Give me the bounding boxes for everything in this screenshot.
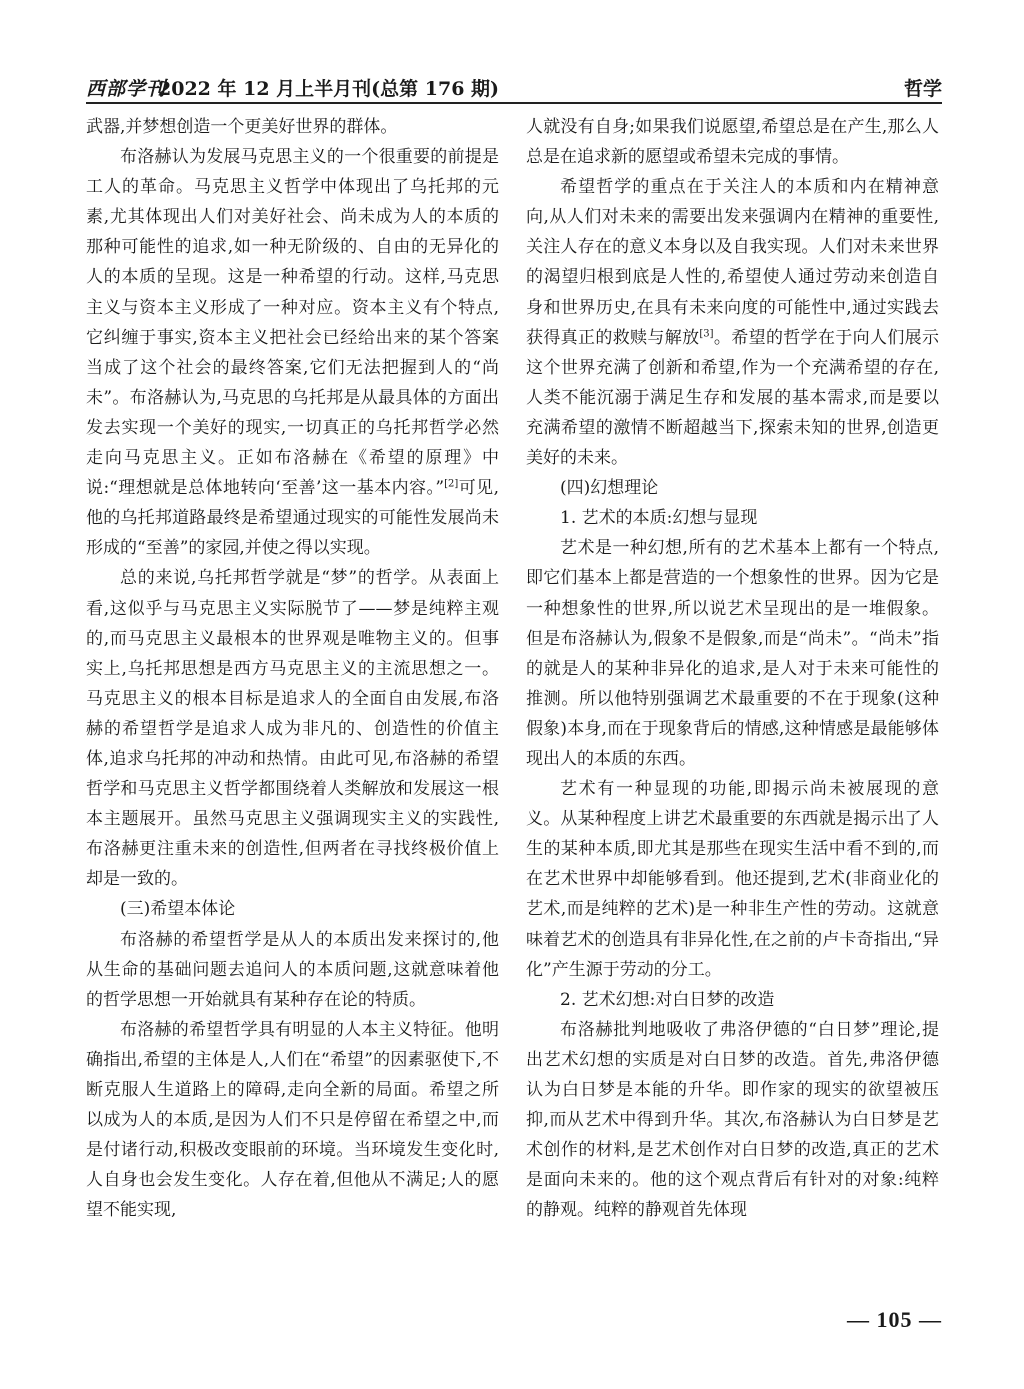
section-title: 哲学 xyxy=(903,78,942,100)
section-heading: (四)幻想理论 xyxy=(560,478,659,499)
paragraph: 布洛赫的希望哲学具有明显的人本主义特征。他明确指出,希望的主体是人,人们在“希望”的因素驱使下,不断克服人生道路上的障碍,走向全新的局面。希望之所以成为人的本质,是因为人们不只是停留在希望之中,而是付诸行动,积极改变眼前的环境。当环境发生变化时,人自身也会发生变化。人存在着,但他从不满足;人的愿望不能实现, xyxy=(86,1019,499,1221)
paragraph: 艺术有一种显现的功能,即揭示尚未被展现的意义。从某种程度上讲艺术最重要的东西就是揭示出了人生的某种本质,即尤其是那些在现实生活中看不到的,而在艺术世界中却能够看到。他还提到,艺术(非商业化的艺术,而是纯粹的艺术)是一种非生产性的劳动。这就意味着艺术的创造具有非异化性,在之前的卢卡奇指出,“异化”产生源于劳动的分工。 xyxy=(526,779,939,980)
paragraph: 武器,并梦想创造一个更美好世界的群体。 xyxy=(86,117,398,137)
running-header xyxy=(86,72,942,102)
section-heading: (三)希望本体论 xyxy=(120,899,236,920)
paragraph: 布洛赫认为发展马克思主义的一个很重要的前提是工人的革命。马克思主义哲学中体现出了乌托邦的元素,尤其体现出人们对美好社会、尚未成为人的本质的那种可能性的追求,如一种无阶级的、自由的无异化的人的本质的呈现。这是一种希望的行动。这样,马克思主义与资本主义形成了一种对应。资本主义有个特点,它纠缠于事实,资本主义把社会已经给出来的某个答案当成了这个社会的最终答案,它们无法把握到人的“尚未”。布洛赫认为,马克思的乌托邦是从最具体的方面出发去实现一个美好的现实,一切真正的乌托邦哲学必然走向马克思主义。正如布洛赫在《希望的原理》中说:“理想就是总体地转向‘至善’这一基本内容。”[2]可见,他的乌托邦道路最终是希望通过现实的可能性发展尚未形成的“至善”的家园,并使之得以实现。 xyxy=(86,147,500,559)
issue-info: 2022 年 12 月上半月刊(总第 176 期) xyxy=(158,78,500,100)
paragraph: 人就没有自身;如果我们说愿望,希望总是在产生,那么人总是在追求新的愿望或希望未完成的事情。 xyxy=(526,117,939,168)
page-number: — 105 — xyxy=(847,1307,942,1332)
subsection-heading: 2. 艺术幻想:对白日梦的改造 xyxy=(560,989,775,1010)
paragraph: 希望哲学的重点在于关注人的本质和内在精神意向,从人们对未来的需要出发来强调内在精神的重要性,关注人存在的意义本身以及自我实现。人们对未来世界的渴望归根到底是人性的,希望使人通过劳动来创造自身和世界历史,在具有未来向度的可能性中,通过实践去获得真正的救赎与解放[3]。希望的哲学在于向人们展示这个世界充满了创新和希望,作为一个充满希望的存在,人类不能沉溺于满足生存和发展的基本需求,而是要以充满希望的激情不断超越当下,探索未知的世界,创造更美好的未来。 xyxy=(526,177,940,469)
paragraph: 艺术是一种幻想,所有的艺术基本上都有一个特点,即它们基本上都是营造的一个想象性的世界。因为它是一种想象性的世界,所以说艺术呈现出的是一堆假象。但是布洛赫认为,假象不是假象,而是“尚未”。“尚未”指的就是人的某种非异化的追求,是人对于未来可能性的推测。所以他特别强调艺术最重要的不在于现象(这种假象)本身,而在于现象背后的情感,这种情感是最能够体现出人的本质的东西。 xyxy=(526,538,939,769)
subsection-heading: 1. 艺术的本质:幻想与显现 xyxy=(560,508,758,529)
citation: [2] xyxy=(444,478,459,490)
left-column xyxy=(86,112,499,1225)
journal-logo: 西部学刊 xyxy=(86,78,167,100)
paragraph: 总的来说,乌托邦哲学就是“梦”的哲学。从表面上看,这似乎与马克思主义实际脱节了——梦是纯粹主观的,而马克思主义最根本的世界观是唯物主义的。但事实上,乌托邦思想是西方马克思主义的主流思想之一。马克思主义的根本目标是追求人的全面自由发展,布洛赫的希望哲学是追求人成为非凡的、创造性的价值主体,追求乌托邦的冲动和热情。由此可见,布洛赫的希望哲学和马克思主义哲学都围绕着人类解放和发展这一根本主题展开。虽然马克思主义强调现实主义的实践性,布洛赫更注重未来的创造性,但两者在寻找终极价值上却是一致的。 xyxy=(86,568,499,890)
paragraph: 布洛赫批判地吸收了弗洛伊德的“白日梦”理论,提出艺术幻想的实质是对白日梦的改造。首先,弗洛伊德认为白日梦是本能的升华。即作家的现实的欲望被压抑,而从艺术中得到升华。其次,布洛赫认为白日梦是艺术创作的材料,是艺术创作对白日梦的改造,真正的艺术是面向未来的。他的这个观点背后有针对的对象:纯粹的静观。纯粹的静观首先体现 xyxy=(526,1019,939,1221)
right-column xyxy=(526,112,939,1225)
paragraph: 布洛赫的希望哲学是从人的本质出发来探讨的,他从生命的基础问题去追问人的本质问题,这就意味着他的哲学思想一开始就具有某种存在论的特质。 xyxy=(86,929,499,1010)
citation: [3] xyxy=(699,328,714,339)
header-rule xyxy=(86,102,942,104)
